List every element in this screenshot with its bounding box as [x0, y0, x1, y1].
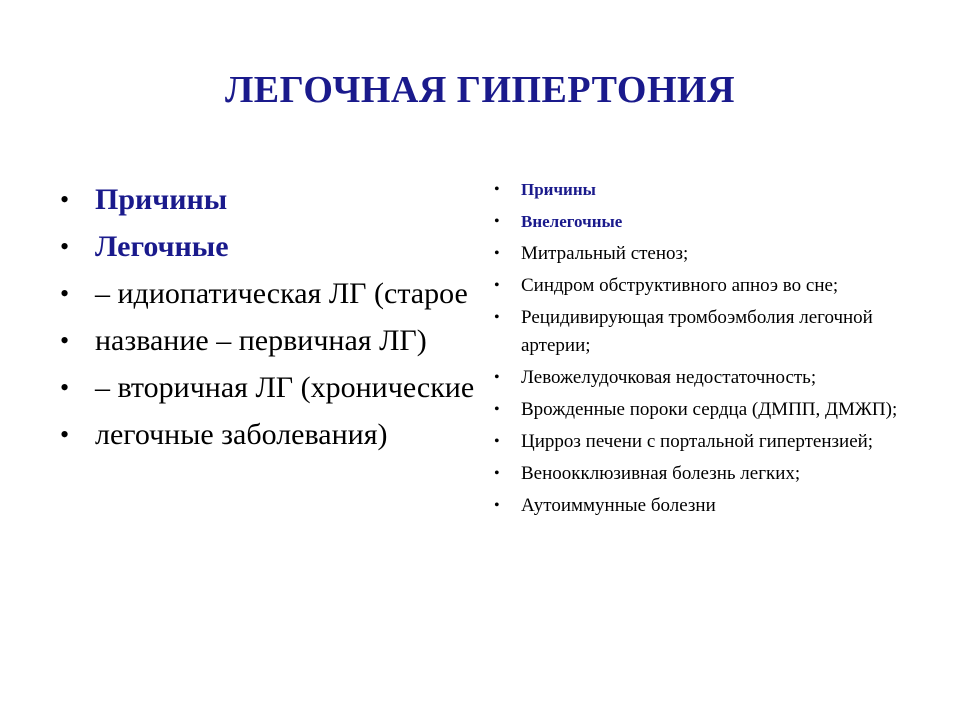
- bullet-icon: •: [60, 420, 70, 449]
- list-item-pulmonary: [60, 225, 480, 269]
- bullet-icon: •: [60, 326, 70, 355]
- bullet-icon: •: [60, 373, 70, 402]
- bullet-icon: •: [60, 279, 70, 308]
- bullet-icon: •: [60, 232, 70, 261]
- list-item-text: Легочные: [95, 230, 229, 263]
- bullet-icon: •: [494, 181, 500, 198]
- list-item-text: название – первичная ЛГ): [95, 324, 427, 357]
- list-item-text: Цирроз печени с портальной гипертензией;: [521, 431, 874, 452]
- bullet-icon: •: [60, 185, 70, 214]
- list-item: [494, 240, 934, 268]
- bullet-icon: •: [494, 401, 500, 418]
- list-item-causes: [60, 178, 480, 222]
- list-item-text: Левожелудочковая недостаточность;: [521, 367, 817, 388]
- list-item: [60, 272, 480, 316]
- list-item: [494, 364, 934, 392]
- list-item-text: Веноокклюзивная болезнь легких;: [521, 463, 801, 484]
- list-item-text: Синдром обструктивного апноэ во сне;: [521, 275, 839, 296]
- list-item: [494, 272, 934, 300]
- bullet-icon: •: [494, 433, 500, 450]
- list-item-extrapulmonary: [494, 208, 934, 236]
- list-item-text: – идиопатическая ЛГ (старое: [95, 277, 468, 310]
- list-item-text: Внелегочные: [521, 212, 623, 231]
- bullet-icon: •: [494, 465, 500, 482]
- list-item: [494, 428, 934, 456]
- list-item: [494, 396, 934, 424]
- list-item: [494, 304, 934, 360]
- list-item-causes: [494, 176, 934, 204]
- list-item: [60, 366, 480, 410]
- bullet-icon: •: [494, 497, 500, 514]
- list-item: [60, 413, 480, 457]
- bullet-icon: •: [494, 245, 500, 262]
- bullet-icon: •: [494, 277, 500, 294]
- list-item-text: легочные заболевания): [95, 418, 388, 451]
- list-item-text: Врожденные пороки сердца (ДМПП, ДМЖП);: [521, 399, 898, 420]
- bullet-icon: •: [494, 369, 500, 386]
- list-item: [494, 492, 934, 520]
- list-item-text: Митральный стеноз;: [521, 243, 689, 264]
- bullet-icon: •: [494, 213, 500, 230]
- bullet-icon: •: [494, 309, 500, 326]
- list-item-text: Причины: [95, 183, 228, 216]
- right-column-list: [494, 176, 934, 524]
- list-item: [494, 460, 934, 488]
- list-item-text: Причины: [521, 180, 596, 199]
- left-column-list: [60, 178, 480, 460]
- slide-title: ЛЕГОЧНАЯ ГИПЕРТОНИЯ: [224, 69, 736, 111]
- list-item: [60, 319, 480, 363]
- list-item-text: Рецидивирующая тромбоэмболия легочной артерии;: [521, 307, 873, 356]
- list-item-text: – вторичная ЛГ (хронические: [95, 371, 475, 404]
- list-item-text: Аутоиммунные болезни: [521, 495, 716, 516]
